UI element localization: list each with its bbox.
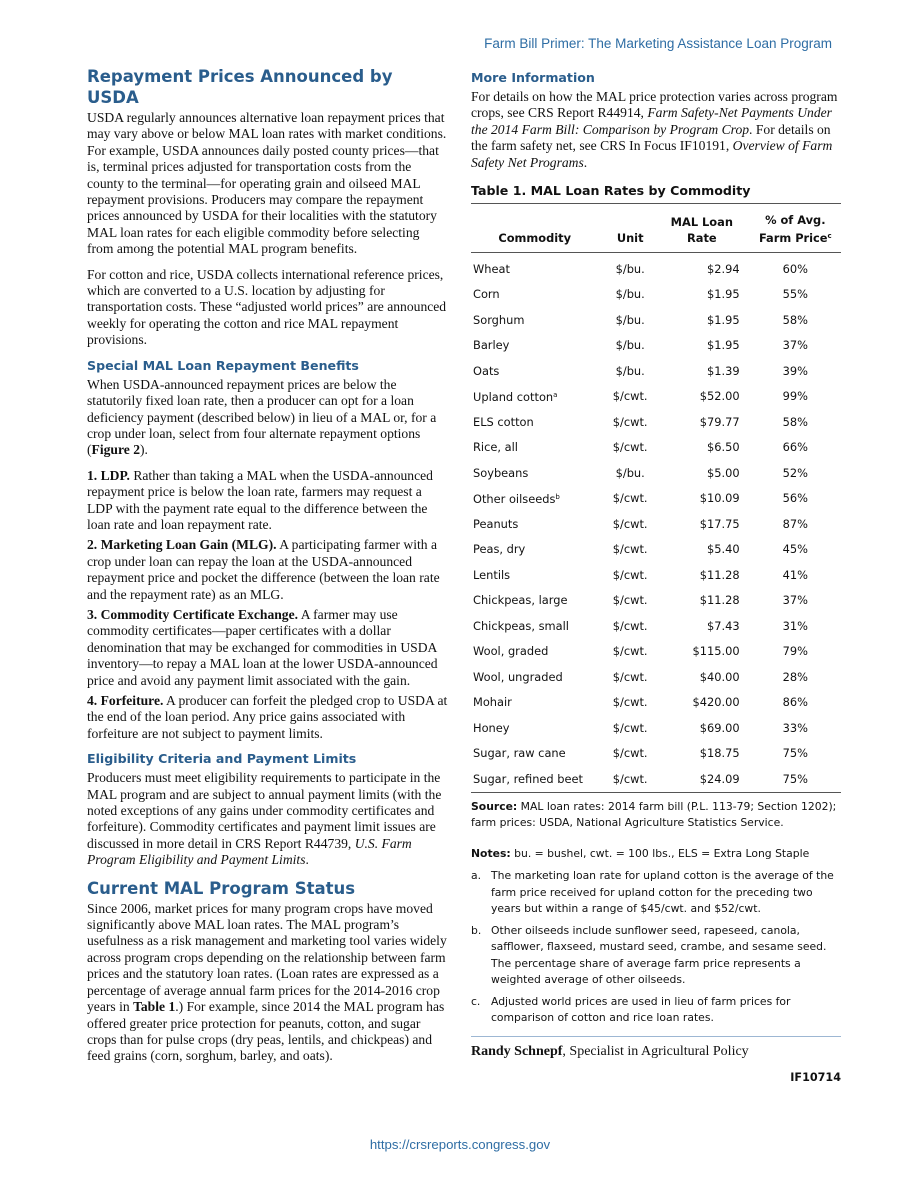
option-mlg: 2. Marketing Loan Gain (MLG). A participating farmer with a crop under loan can repay the loan at the USDA-announced repayment price and pocket the difference (between the loan rate and the repayment rate) as an MLG. xyxy=(87,537,440,602)
heading-eligibility: Eligibility Criteria and Payment Limits xyxy=(87,751,357,767)
unit-cell: $/bu. xyxy=(615,287,645,302)
commodity-cell: Barley xyxy=(473,338,510,353)
loan-rate-cell: $11.28 xyxy=(699,593,740,608)
commodity-cell: Mohair xyxy=(473,695,512,710)
option-forfeiture: 4. Forfeiture. A producer can forfeit the pledged crop to USDA at the end of the loan period. Any price gains associated with forfeiture are not subject to payment limits. xyxy=(87,693,448,741)
footnote-marker: a xyxy=(553,391,558,400)
running-header-title: Farm Bill Primer: The Marketing Assistance Loan Program xyxy=(484,36,832,51)
pct-farm-price-cell: 66% xyxy=(782,440,808,455)
document-id: IF10714 xyxy=(790,1071,841,1085)
table-body xyxy=(471,253,841,793)
loan-rate-cell: $5.40 xyxy=(707,542,740,557)
heading-special-benefits: Special MAL Loan Repayment Benefits xyxy=(87,357,359,373)
loan-rate-cell: $10.09 xyxy=(699,491,740,506)
pct-farm-price-cell: 87% xyxy=(782,516,808,531)
col-header-commodity: Commodity xyxy=(471,206,596,253)
loan-rate-cell: $1.95 xyxy=(707,312,740,327)
table-notes xyxy=(471,799,841,1027)
unit-cell: $/cwt. xyxy=(612,542,648,557)
table-row xyxy=(471,613,841,639)
source-note: Source: MAL loan rates: 2014 farm bill (P.L. 113-79; Section 1202); farm prices: USDA, National Agriculture Statistics Service. xyxy=(471,799,837,830)
left-column xyxy=(87,66,449,1074)
unit-cell: $/bu. xyxy=(615,363,645,378)
pct-farm-price-cell: 86% xyxy=(782,695,808,710)
loan-rate-cell: $420.00 xyxy=(692,695,740,710)
pct-farm-price-cell: 75% xyxy=(782,746,808,761)
table-row xyxy=(471,486,841,512)
table-row xyxy=(471,741,841,767)
col-header-unit: Unit xyxy=(596,206,664,253)
loan-rate-cell: $17.75 xyxy=(699,516,740,531)
commodity-cell: Sugar, refined beet xyxy=(471,766,596,792)
commodity-cell: Rice, all xyxy=(473,440,518,455)
commodity-cell: Wool, ungraded xyxy=(473,669,563,684)
pct-farm-price-cell: 52% xyxy=(782,465,808,480)
option-mlg-title: 2. Marketing Loan Gain (MLG). xyxy=(87,537,277,553)
unit-cell: $/cwt. xyxy=(612,669,648,684)
unit-cell: $/cwt. xyxy=(612,720,648,735)
paragraph-repayment-1: USDA regularly announces alternative loan repayment prices that may vary above or below MAL loan rates with market conditions. For example, USDA announces daily posted county prices—that is, terminal prices adjusted for transportation costs from the county to the terminal—for operating grain and oilseed MAL repayment provisions. Producers may compare the repayment prices announced by USDA for their localities with the statutory MAL loan rates for each eligible commodity before selecting from among the potential MAL program benefits. xyxy=(87,110,447,257)
table-row xyxy=(471,664,841,690)
loan-rate-cell: $1.39 xyxy=(707,363,740,378)
col-header-pct-farm-price: % of Avg. Farm Price$^c$ xyxy=(750,206,841,253)
paragraph-eligibility: Producers must meet eligibility requirements to participate in the MAL program and are subject to annual payment limits (with the noted exceptions of any gains under commodity certificates and forfeiture). Commodity certificates and payment limit issues are discussed in more detail in CRS Report R44739, U.S. Farm Program Eligibility and Payment Limits. xyxy=(87,770,442,868)
pct-farm-price-cell: 37% xyxy=(782,338,808,353)
pct-farm-price-cell: 45% xyxy=(782,542,808,557)
table-row xyxy=(471,511,841,537)
unit-cell: $/cwt. xyxy=(612,389,648,404)
commodity-cell: Peanuts xyxy=(473,516,519,531)
table-row xyxy=(471,715,841,741)
loan-rate-cell: $7.43 xyxy=(707,618,740,633)
commodity-cell: Peas, dry xyxy=(473,542,526,557)
pct-farm-price-cell: 75% xyxy=(750,766,841,792)
table-row xyxy=(471,282,841,308)
option-ldp: 1. LDP. Rather than taking a MAL when the USDA-announced repayment price is below the loan rate, farmers may request a LDP with the payment rate equal to the difference between the loan rate and loan repayment rate. xyxy=(87,467,433,532)
unit-cell: $/cwt. xyxy=(612,414,648,429)
unit-cell: $/cwt. xyxy=(612,593,648,608)
commodity-cell: Other oilseeds$^b$ xyxy=(473,492,560,507)
pct-farm-price-cell: 99% xyxy=(782,389,808,404)
table-row xyxy=(471,307,841,333)
commodity-cell: Upland cotton$^a$ xyxy=(473,390,558,405)
unit-cell: $/cwt. xyxy=(612,516,648,531)
table-row xyxy=(471,537,841,563)
right-column xyxy=(471,66,841,1087)
table-row xyxy=(471,562,841,588)
table-row xyxy=(471,358,841,384)
pct-farm-price-cell: 79% xyxy=(782,644,808,659)
table-row xyxy=(471,690,841,716)
loan-rate-cell: $5.00 xyxy=(707,465,740,480)
unit-cell: $/cwt. xyxy=(612,644,648,659)
footnote-marker: b xyxy=(555,493,560,502)
table-header-row xyxy=(471,206,841,253)
commodity-cell: Corn xyxy=(473,287,500,302)
figure-2-reference: Figure 2 xyxy=(91,442,140,458)
pct-farm-price-cell: 37% xyxy=(782,593,808,608)
table-row xyxy=(471,460,841,486)
unit-cell: $/bu. xyxy=(615,338,645,353)
table-row xyxy=(471,766,841,792)
loan-rate-cell: $1.95 xyxy=(707,338,740,353)
commodity-cell: Lentils xyxy=(473,567,511,582)
table-row xyxy=(471,384,841,410)
author-divider xyxy=(471,1036,841,1037)
unit-cell: $/cwt. xyxy=(612,618,648,633)
unit-cell: $/cwt. xyxy=(612,440,648,455)
pct-farm-price-cell: 28% xyxy=(782,669,808,684)
paragraph-current-status: Since 2006, market prices for many program crops have moved significantly above MAL loan rates. The MAL program’s usefulness as a risk management and marketing tool varies widely across program crops depending on the relationship between farm prices and the statutory loan rates. (Loan rates are expressed as a percentage of average annual farm prices for the 2014-2016 crop years in Table 1.) For example, since 2014 the MAL program has offered greater price protection for peanuts, cotton, and sugar crops than for pulse crops (dry peas, lentils, and chickpeas) and feed grains (corn, sorghum, barley, and oats). xyxy=(87,900,447,1064)
table-row xyxy=(471,639,841,665)
commodity-cell: Sorghum xyxy=(473,312,525,327)
unit-cell: $/cwt. xyxy=(612,567,648,582)
loan-rate-cell: $11.28 xyxy=(699,567,740,582)
commodity-cell: ELS cotton xyxy=(473,414,534,429)
paragraph-special: When USDA-announced repayment prices are below the statutorily fixed loan rate, then a producer can opt for a loan deficiency payment (described below) in lieu of a MAL or, for a crop under loan, select from four alternate repayment options (Figure 2). xyxy=(87,376,437,458)
paragraph-repayment-2: For cotton and rice, USDA collects international reference prices, which are converted to a U.S. location by adjusting for transportation costs. These “adjusted world prices” are announced weekly for operating the cotton and rice MAL repayment provisions. xyxy=(87,266,447,348)
loan-rate-cell: $18.75 xyxy=(699,746,740,761)
loan-rate-cell: $24.09 xyxy=(664,766,750,792)
report-title-payments: Farm Safety-Net Payments Under the 2014 Farm Bill: Comparison by Program Crop xyxy=(471,105,832,137)
paragraph-more-information: For details on how the MAL price protection varies across program crops, see CRS Report R44914, Farm Safety-Net Payments Under the 2014 Farm Bill: Comparison by Program Crop. For details on the farm safety net, see CRS In Focus IF10191, Overview of Farm Safety Net Programs. xyxy=(471,89,838,170)
table-row xyxy=(471,588,841,614)
table-row xyxy=(471,409,841,435)
commodity-cell: Soybeans xyxy=(473,465,529,480)
unit-cell: $/cwt. xyxy=(596,766,664,792)
loan-rate-cell: $40.00 xyxy=(699,669,740,684)
pct-farm-price-cell: 55% xyxy=(782,287,808,302)
loan-rate-cell: $115.00 xyxy=(692,644,740,659)
loan-rate-cell: $2.94 xyxy=(707,261,740,276)
author-name: Randy Schnepf xyxy=(471,1043,563,1059)
footnote-item: a. The marketing loan rate for upland cotton is the average of the farm price received for upland cotton for the preceding two years but within a range of $45/cwt. and $52/cwt. xyxy=(471,869,834,916)
footnote-item: b. Other oilseeds include sunflower seed, rapeseed, canola, safflower, flaxseed, mustard seed, crambe, and sesame seed. The percentage share of average farm price represents a weighted average of other oilseeds. xyxy=(471,923,827,987)
unit-cell: $/bu. xyxy=(615,261,645,276)
loan-rate-cell: $79.77 xyxy=(699,414,740,429)
pct-farm-price-cell: 41% xyxy=(782,567,808,582)
footer-url-link[interactable]: https://crsreports.congress.gov xyxy=(369,1137,551,1152)
option-certificate: 3. Commodity Certificate Exchange. A farmer may use commodity certificates—paper certificates with a dollar denomination that may be exchanged for commodities in USDA inventory—to repay a MAL loan at the lower USDA-announced price and avoid any payment limit associated with the gain. xyxy=(87,606,438,688)
loan-rate-cell: $1.95 xyxy=(707,287,740,302)
commodity-cell: Chickpeas, large xyxy=(473,593,568,608)
unit-cell: $/cwt. xyxy=(612,695,648,710)
table-row xyxy=(471,435,841,461)
loan-rate-cell: $69.00 xyxy=(699,720,740,735)
option-certificate-title: 3. Commodity Certificate Exchange. xyxy=(87,606,299,622)
pct-farm-price-cell: 31% xyxy=(782,618,808,633)
unit-cell: $/bu. xyxy=(615,312,645,327)
unit-cell: $/bu. xyxy=(615,465,645,480)
author-title: , Specialist in Agricultural Policy xyxy=(562,1043,749,1059)
option-forfeiture-title: 4. Forfeiture. xyxy=(87,693,164,708)
unit-cell: $/cwt. xyxy=(612,746,648,761)
commodity-cell: Wheat xyxy=(473,261,510,276)
heading-repayment-prices: Repayment Prices Announced by USDA xyxy=(87,67,393,107)
col-header-loan-rate: MAL Loan Rate xyxy=(664,206,750,253)
author-line xyxy=(471,1044,841,1060)
pct-farm-price-cell: 60% xyxy=(782,261,808,276)
option-ldp-title: 1. LDP. xyxy=(87,467,130,483)
pct-farm-price-cell: 56% xyxy=(782,491,808,506)
commodity-cell: Honey xyxy=(473,720,510,735)
footnote-list xyxy=(471,868,841,1027)
table-row xyxy=(471,333,841,359)
unit-cell: $/cwt. xyxy=(612,491,648,506)
commodity-cell: Chickpeas, small xyxy=(473,618,569,633)
footnote-item: c. Adjusted world prices are used in lieu of farm prices for comparison of cotton and rice loan rates. xyxy=(471,994,791,1025)
heading-more-information: More Information xyxy=(471,70,595,85)
pct-farm-price-cell: 58% xyxy=(782,414,808,429)
loan-rates-table xyxy=(471,206,841,793)
report-title-overview: Overview of Farm Safety Net Programs xyxy=(471,138,833,170)
commodity-cell: Oats xyxy=(473,363,500,378)
pct-farm-price-cell: 58% xyxy=(782,312,808,327)
table-1-reference: Table 1 xyxy=(133,999,176,1015)
loan-rate-cell: $52.00 xyxy=(699,389,740,404)
loan-rate-cell: $6.50 xyxy=(707,440,740,455)
commodity-cell: Wool, graded xyxy=(473,644,549,659)
heading-current-status: Current MAL Program Status xyxy=(87,878,356,898)
abbreviation-note: Notes: bu. = bushel, cwt. = 100 lbs., ELS = Extra Long Staple xyxy=(471,846,810,860)
commodity-cell: Sugar, raw cane xyxy=(473,746,566,761)
pct-farm-price-cell: 39% xyxy=(782,363,808,378)
report-title-eligibility: U.S. Farm Program Eligibility and Payment Limits xyxy=(87,835,412,868)
table-row xyxy=(471,253,841,282)
pct-farm-price-cell: 33% xyxy=(782,720,808,735)
table-title: Table 1. MAL Loan Rates by Commodity xyxy=(471,183,841,204)
